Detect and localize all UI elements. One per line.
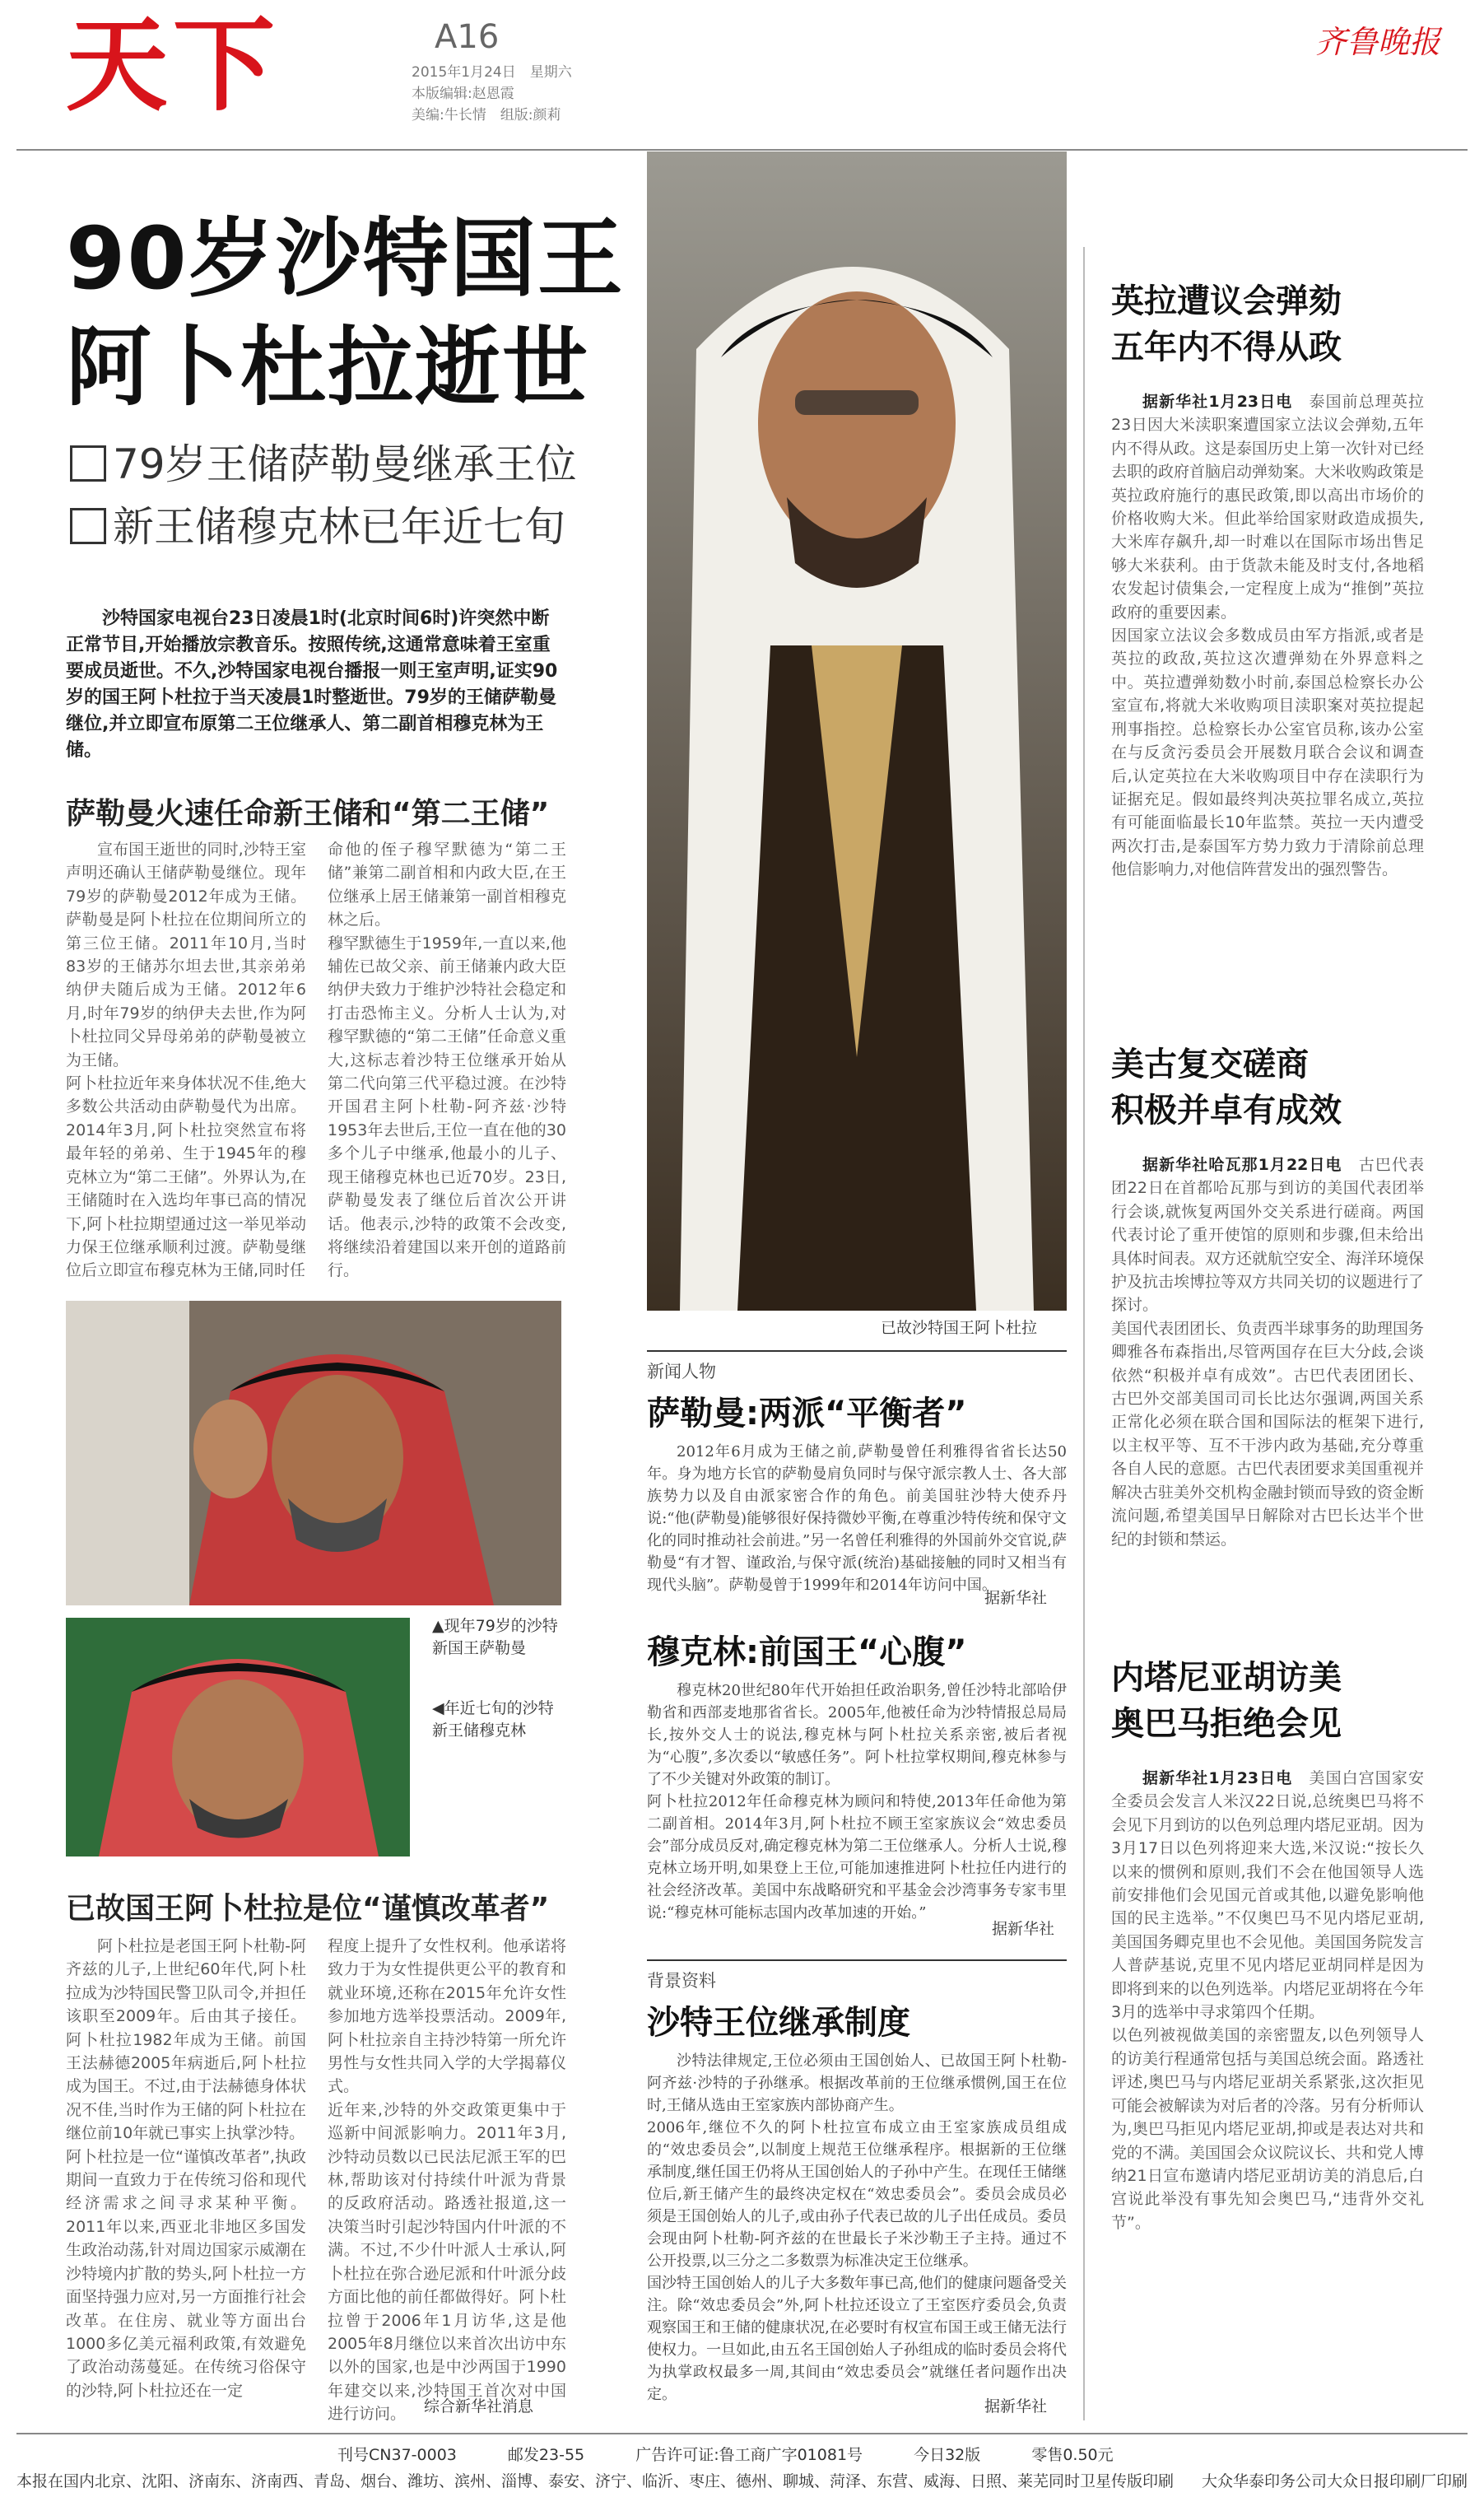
netanyahu-heading-1: 内塔尼亚胡访美 <box>1111 1659 1342 1697</box>
succession-credit: 据新华社 <box>984 2397 1048 2415</box>
headline-line-1: 90岁沙特国王 <box>66 208 625 309</box>
footer-rule <box>16 2433 1468 2434</box>
salman-illustration <box>66 1301 561 1605</box>
column-divider <box>1083 247 1085 2420</box>
muqrin-photo <box>66 1618 410 1856</box>
salman-profile-credit: 据新华社 <box>984 1589 1048 1607</box>
subheadline-deck <box>70 433 577 558</box>
deck-line-2: 新王储穆克林已年近七旬 <box>70 496 577 558</box>
muqrin-profile-credit: 据新华社 <box>992 1920 1055 1938</box>
muqrin-profile-body: 穆克林20世纪80年代开始担任政治职务,曾任沙特北部哈伊勒省和西部麦地那省省长。2005年,他被任命为沙特情报总局局长,按外交人士的说法,穆克林与阿卜杜拉关系亲密,被后者视为“心腹”,多次委以“敏感任务”。阿卜杜拉掌权期间,穆克林参与了不少关键对外政策的制订。 阿卜杜拉2012年任命穆克林为顾问和特使,2013年任命他为第二副首相。2014年3月,阿卜杜拉不顾王室家族议会“效忠委员会”部分成员反对,确定穆克林为第二王位继承人。分析人士说,穆克林立场开明,如果登上王位,可能加速推进阿卜杜拉任内进行的社会经济改革。美国中东战略研究和平基金会沙湾事务专家韦里说:“穆克林可能标志国内改革加速的开始。” <box>647 1682 1067 1922</box>
salman-profile-heading: 萨勒曼:两派“平衡者” <box>647 1395 967 1433</box>
section-2-credit: 综合新华社消息 <box>424 2397 534 2415</box>
section-2-heading: 已故国王阿卜杜拉是位“谨慎改革者” <box>66 1892 550 1926</box>
succession-heading: 沙特王位继承制度 <box>647 2004 910 2042</box>
netanyahu-heading-2: 奥巴马拒绝会见 <box>1111 1705 1342 1743</box>
deck-line-1: 79岁王储萨勒曼继承王位 <box>70 433 577 496</box>
footer-price: 零售0.50元 <box>1031 2446 1114 2464</box>
us-cuba-heading-1: 美古复交磋商 <box>1111 1046 1309 1083</box>
sidebar-story-us-cuba <box>1111 1041 1424 1551</box>
footer-printer: 大众华泰印务公司大众日报印刷厂印刷 <box>1201 2472 1468 2490</box>
section-1-column-2: 命他的侄子穆罕默德为“第二王储”兼第二副首相和内政大臣,在王位继承上居王储兼第一副首相穆克林之后。 穆罕默德生于1959年,一直以来,他辅佐已故父亲、前王储兼内政大臣纳伊夫致力于维护沙特社会稳定和打击恐怖主义。分析人士认为,对穆罕默德的“第二王储”任命意义重大,这标志着沙特王位继承开始从第二代向第三代平稳过渡。在沙特开国君主阿卜杜勒-阿齐兹·沙特1953年去世后,王位一直在他的30多个儿子中继承,他最小的儿子、现王储穆克林也已近70岁。23日,萨勒曼发表了继位后首次公开讲话。他表示,沙特的政策不会改变,将继续沿着建国以来开创的道路前行。 <box>328 841 566 1280</box>
checkbox-icon <box>70 445 106 482</box>
salman-photo <box>66 1301 561 1605</box>
salman-profile-body: 2012年6月成为王储之前,萨勒曼曾任利雅得省省长达50年。身为地方长官的萨勒曼肩负同时与保守派宗教人士、各大部族势力以及自由派家密合作的角色。前美国驻沙特大使乔丹说:“他(萨勒曼)能够很好保持微妙平衡,在尊重沙特传统和保守文化的同时推动社会前进。”另一名曾任利雅得的外国前外交官说,萨勒曼“有才智、谨政治,与保守派(统治)基础接触的同时又相当有现代头脑”。萨勒曼曾于1999年和2014年访问中国。 <box>647 1443 1067 1594</box>
footer-line-1 <box>16 2442 1468 2468</box>
editor-line: 本版编辑:赵恩霞 <box>412 86 514 102</box>
section-2-column-1: 阿卜杜拉是老国王阿卜杜勒-阿齐兹的儿子,上世纪60年代,阿卜杜拉成为沙特国民警卫队司令,并担任该职至2009年。后由其子接任。阿卜杜拉1982年成为王储。前国王法赫德2005年病逝后,阿卜杜拉成为国王。不过,由于法赫德身体状况不佳,当时作为王储的阿卜杜拉在继位前10年就已事实上执掌沙特。 阿卜杜拉是一位“谨慎改革者”,执政期间一直致力于在传统习俗和现代经济需求之间寻求某种平衡。2011年以来,西亚北非地区多国发生政治动荡,针对周边国家示威潮在沙特境内扩散的势头,阿卜杜拉一方面坚持强力应对,另一方面推行社会改革。在住房、就业等方面出台1000多亿美元福利政策,有效避免了政治动荡蔓延。在传统习俗保守的沙特,阿卜杜拉还在一定 <box>66 1937 306 2400</box>
background-kicker: 背景资料 <box>647 1959 1067 1992</box>
footer-print-cities: 本报在国内北京、沈阳、济南东、济南西、青岛、烟台、潍坊、滨州、淄博、泰安、济宁、临沂、枣庄、德州、聊城、菏泽、东营、威海、日照、莱芜同时卫星传版印刷 <box>16 2472 1175 2490</box>
portrait-illustration <box>647 151 1067 1311</box>
abdullah-photo-caption: 已故沙特国王阿卜杜拉 <box>881 1319 1038 1337</box>
footer-line-2 <box>16 2468 1468 2495</box>
us-cuba-body: 据新华社哈瓦那1月22日电 古巴代表团22日在首都哈瓦那与到访的美国代表团举行会谈,就恢复两国外交关系进行磋商。两国代表讨论了重开使馆的原则和步骤,但未给出具体时间表。双方还就航空安全、海洋环境保护及抗击埃博拉等双方共同关切的议题进行了探讨。 美国代表团团长、负责西半球事务的助理国务卿雅各布森指出,尽管两国存在巨大分歧,会谈依然“积极并卓有成效”。古巴代表团团长、古巴外交部美国司司长比达尔强调,两国关系正常化必须在联合国和国际法的框架下进行,以主权平等、互不干涉内政为基础,充分尊重各自人民的意愿。古巴代表团要求美国重视并解决古驻美外交机构金融封锁而导致的资金断流问题,希望美国早日解除对古巴长达半个世纪的封锁和禁运。 <box>1111 1156 1425 1549</box>
lead-paragraph: 沙特国家电视台23日凌晨1时(北京时间6时)许突然中断正常节目,开始播放宗教音乐。按照传统,这通常意味着王室重要成员逝世。不久,沙特国家电视台播报一则王室声明,证实90岁的国王阿卜杜拉于当天凌晨1时整逝世。79岁的王储萨勒曼继位,并立即宣布原第二王位继承人、第二副首相穆克林为王储。 <box>66 608 558 761</box>
thailand-heading-1: 英拉遭议会弹劾 <box>1111 282 1342 320</box>
muqrin-photo-caption: ◀年近七旬的沙特新王储穆克林 <box>432 1699 554 1740</box>
section-2-column-2: 程度上提升了女性权利。他承诺将致力于为女性提供更公平的教育和就业环境,还称在2015年允许女性参加地方选举投票活动。2009年,阿卜杜拉亲自主持沙特第一所允许男性与女性共同入学的大学揭幕仪式。 近年来,沙特的外交政策更集中于巡新中间派影响力。2011年3月,沙特动员数以已民法尼派王军的巴林,帮助该对付持续什叶派为背景的反政府活动。路透社报道,这一决策当时引起沙特国内什叶派的不满。不过,不少什叶派人士承认,阿卜杜拉在弥合逊尼派和什叶派分歧方面比他的前任都做得好。阿卜杜拉曾于2006年1月访华,这是他2005年8月继位以来首次出访中东以外的国家,也是中沙两国于1990年建交以来,沙特国王首次对中国进行访问。 <box>328 1937 566 2424</box>
netanyahu-body: 据新华社1月23日电 美国白宫国家安全委员会发言人米汉22日说,总统奥巴马将不会见下月到访的以色列总理内塔尼亚胡。因为3月17日以色列将迎来大选,米汉说:“按长久以来的惯例和原则,我们不会在他国领导人选前安排他们会见国元首或其他,以避免影响他国的民主选举。”不仅奥巴马不见内塔尼亚胡,美国国务卿克里也不会见他。美国国务院发言人普萨基说,克里不见内塔尼亚胡同样是因为即将到来的以色列选举。内塔尼亚胡将在今年3月的选举中寻求第四个任期。 以色列被视做美国的亲密盟友,以色列领导人的访美行程通常包括与美国总统会面。路透社评述,奥巴马与内塔尼亚胡关系紧张,这次拒见可能会被解读为对后者的冷落。另有分析师认为,奥巴马拒见内塔尼亚胡,抑或是表达对共和党的不满。美国国会众议院议长、共和党人博纳21日宣布邀请内塔尼亚胡访美的消息后,白宫说此举没有事先知会奥巴马,“违背外交礼节”。 <box>1111 1769 1425 2232</box>
us-cuba-dateline: 据新华社哈瓦那1月22日电 <box>1142 1156 1342 1174</box>
checkbox-icon <box>70 508 106 544</box>
us-cuba-heading-2: 积极并卓有成效 <box>1111 1092 1342 1130</box>
succession-body: 沙特法律规定,王位必须由王国创始人、已故国王阿卜杜勒-阿齐兹·沙特的子孙继承。根据改革前的王位继承惯例,国王在位时,王储从选由王室家族内部协商产生。 2006年,继位不久的阿卜杜拉宣布成立由王室家族成员组成的“效忠委员会”,以制度上规范王位继承程序。根据新的王位继承制度,继任国王仍将从王国创始人的子孙中产生。在现任王储继位后,新王储产生的最终决定权在“效忠委员会”。委员会成员必须是王国创始人的儿子,或由孙子代表已故的儿子出任成员。委员会现由阿卜杜勒-阿齐兹的在世最长子米沙勒王子主持。通过不公开投票,以三分之二多数票为标准决定王位继承。 国沙特王国创始人的儿子大多数年事已高,他们的健康问题备受关注。除“效忠委员会”外,阿卜杜拉还设立了王室医疗委员会,负责观察国王和王储的健康状况,在必要时有权宣布国王或王储无法行使权力。一旦如此,由五名王国创始人子孙组成的临时委员会将代为执掌政权最多一周,其间由“效忠委员会”就继任者问题作出决定。 <box>647 2052 1067 2403</box>
section-1-heading: 萨勒曼火速任命新王储和“第二王储” <box>66 797 550 831</box>
main-headline <box>66 204 625 422</box>
footer-issn: 刊号CN37-0003 <box>337 2446 457 2464</box>
sidebar-story-netanyahu <box>1111 1655 1424 2234</box>
netanyahu-dateline: 据新华社1月23日电 <box>1142 1769 1293 1787</box>
footer <box>16 2442 1468 2495</box>
date-line: 2015年1月24日 星期六 <box>412 64 572 81</box>
salman-photo-caption: ▲现年79岁的沙特新国王萨勒曼 <box>432 1617 558 1657</box>
thailand-dateline: 据新华社1月23日电 <box>1142 393 1293 411</box>
page-meta <box>412 62 572 126</box>
footer-page-count: 今日32版 <box>914 2446 981 2464</box>
muqrin-illustration <box>66 1618 410 1856</box>
masthead-rule <box>16 149 1468 151</box>
footer-ad-license: 广告许可证:鲁工商广字01081号 <box>635 2446 863 2464</box>
news-figure-kicker: 新闻人物 <box>647 1350 1067 1383</box>
thailand-heading-2: 五年内不得从政 <box>1111 328 1342 366</box>
muqrin-profile-heading: 穆克林:前国王“心腹” <box>647 1633 967 1671</box>
design-line: 美编:牛长情 组版:颜莉 <box>412 107 561 123</box>
page-number: A16 <box>435 18 500 56</box>
thailand-body: 据新华社1月23日电 泰国前总理英拉23日因大米渎职案遭国家立法议会弹劾,五年内不得从政。这是泰国历史上第一次针对已经去职的政府首脑启动弹劾案。大米收购政策是英拉政府施行的惠民政策,即以高出市场价的价格收购大米。但此举给国家财政造成损失,大米库存飙升,却一时难以在国际市场出售足够大米获利。由于货款未能及时支付,各地稻农发起讨债集会,一定程度上成为“推倒”英拉政府的重要因素。 因国家立法议会多数成员由军方指派,或者是英拉的政敌,英拉这次遭弹劾在外界意料之中。英拉遭弹劾数小时前,泰国总检察长办公室宣布,将就大米收购项目渎职案对英拉提起刑事指控。总检察长办公室官员称,该办公室在与反贪污委员会开展数月联合会议和调查后,认定英拉在大米收购项目中存在渎职行为证据充足。假如最终判决英拉罪名成立,英拉有可能面临最长10年监禁。英拉一天内遭受两次打击,是泰国军方势力致力于清除前总理他信影响力,对他信阵营发出的强烈警告。 <box>1111 393 1425 879</box>
abdullah-photo <box>647 151 1067 1311</box>
footer-postal: 邮发23-55 <box>507 2446 585 2464</box>
section-1-column-1: 宣布国王逝世的同时,沙特王室声明还确认王储萨勒曼继位。现年79岁的萨勒曼2012年成为王储。萨勒曼是阿卜杜拉在位期间所立的第三位王储。2011年10月,当时83岁的王储苏尔坦去世,其亲弟弟纳伊夫随后成为王储。2012年6月,时年79岁的纳伊夫去世,作为阿卜杜拉同父异母弟弟的萨勒曼被立为王储。 阿卜杜拉近年来身体状况不佳,绝大多数公共活动由萨勒曼代为出席。2014年3月,阿卜杜拉突然宣布将最年轻的弟弟、生于1945年的穆克林立为“第二王储”。外界认为,在王储随时在入选均年事已高的情况下,阿卜杜拉期望通过这一举见举动力保王位继承顺利过渡。萨勒曼继位后立即宣布穆克林为王储,同时任 <box>66 841 306 1280</box>
sidebar-story-thailand <box>1111 278 1424 882</box>
newspaper-logo: 齐鲁晚报 <box>1315 24 1441 60</box>
headline-line-2: 阿卜杜拉逝世 <box>66 317 590 417</box>
section-title: 天下 <box>66 7 281 125</box>
